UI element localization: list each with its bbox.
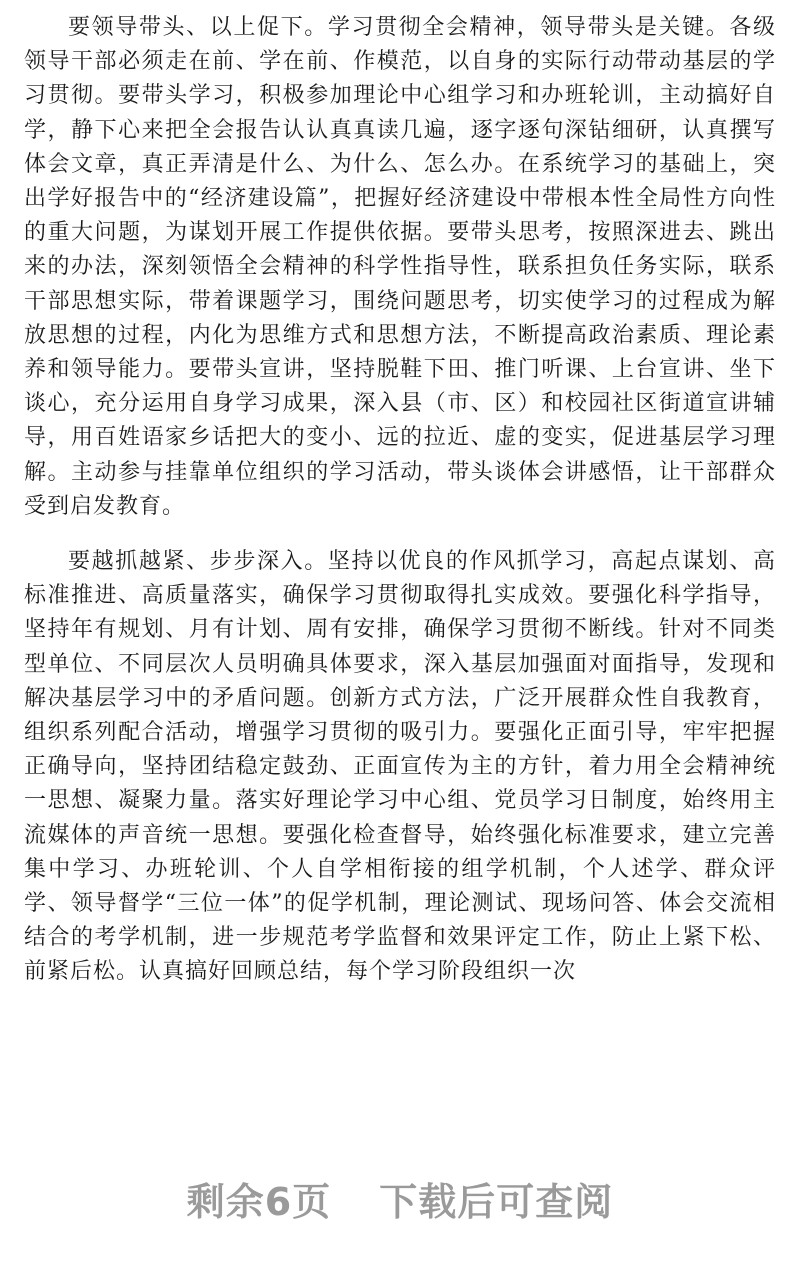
remaining-pages-text: 剩余6页	[186, 1180, 332, 1224]
download-hint-text: 下载后可查阅	[379, 1180, 614, 1224]
body-paragraph-2: 要越抓越紧、步步深入。坚持以优良的作风抓学习，高起点谋划、高标准推进、高质量落实，确保学习贯彻取得扎实成效。要强化科学指导，坚持年有规划、月有计划、周有安排，确保学习贯彻不断线。针对不同类型单位、不同层次人员明确具体要求，深入基层加强面对面指导，发现和解决基层学习中的矛盾问题。创新方式方法，广泛开展群众性自我教育，组织系列配合活动，增强学习贯彻的吸引力。要强化正面引导，牢牢把握正确导向，坚持团结稳定鼓劲、正面宣传为主的方针，着力用全会精神统一思想、凝聚力量。落实好理论学习中心组、党员学习日制度，始终用主流媒体的声音统一思想。要强化检查督导，始终强化标准要求，建立完善集中学习、办班轮训、个人自学相衔接的组学机制，个人述学、群众评学、领导督学“三位一体”的促学机制，理论测试、现场问答、体会交流相结合的考学机制，进一步规范考学监督和效果评定工作，防止上紧下松、前紧后松。认真搞好回顾总结，每个学习阶段组织一次	[24, 549, 776, 985]
download-notice[interactable]	[0, 1172, 800, 1232]
body-paragraph-1: 要领导带头、以上促下。学习贯彻全会精神，领导带头是关键。各级领导干部必须走在前、学在前、作模范，以自身的实际行动带动基层的学习贯彻。要带头学习，积极参加理论中心组学习和办班轮训，主动搞好自学，静下心来把全会报告认认真真读几遍，逐字逐句深钻细研，认真撰写体会文章，真正弄清是什么、为什么、怎么办。在系统学习的基础上，突出学好报告中的“经济建设篇”，把握好经济建设中带根本性全局性方向性的重大问题，为谋划开展工作提供依据。要带头思考，按照深进去、跳出来的办法，深刻领悟全会精神的科学性指导性，联系担负任务实际，联系干部思想实际，带着课题学习，围绕问题思考，切实使学习的过程成为解放思想的过程，内化为思维方式和思想方法，不断提高政治素质、理论素养和领导能力。要带头宣讲，坚持脱鞋下田、推门听课、上台宣讲、坐下谈心，充分运用自身学习成果，深入县（市、区）和校园社区街道宣讲辅导，用百姓语家乡话把大的变小、远的拉近、虚的变实，促进基层学习理解。主动参与挂靠单位组织的学习活动，带头谈体会讲感悟，让干部群众受到启发教育。	[24, 15, 776, 519]
